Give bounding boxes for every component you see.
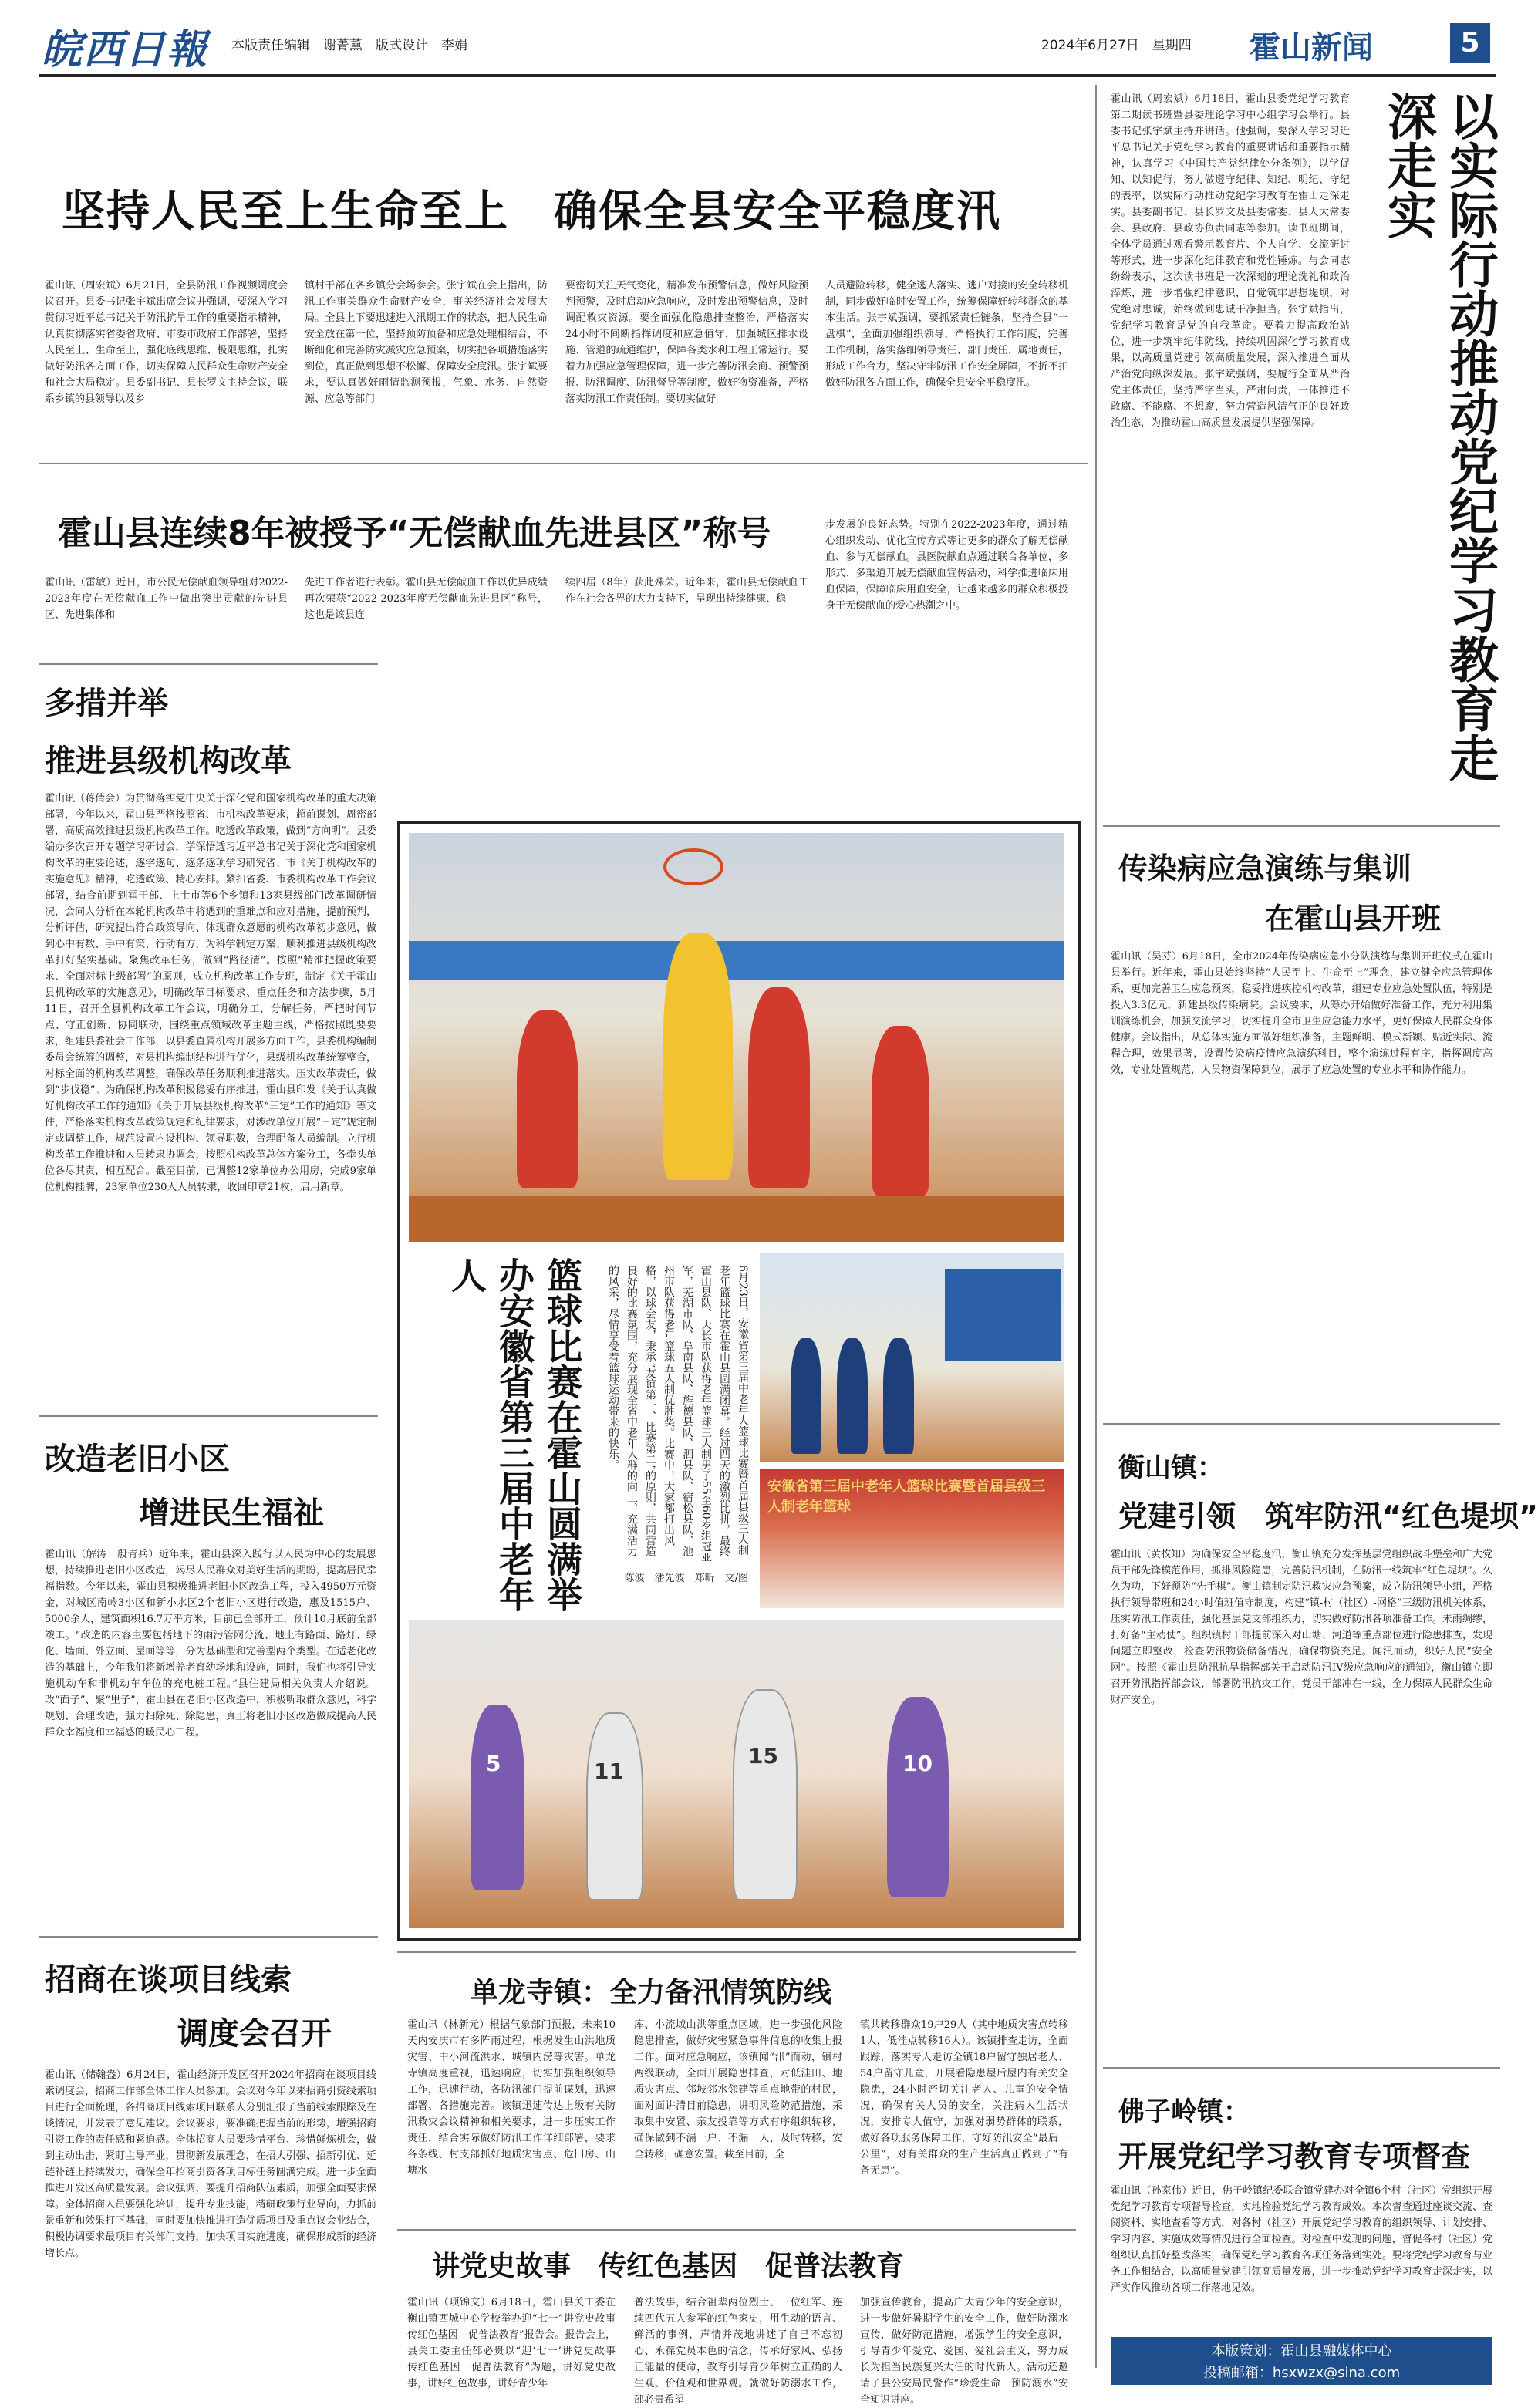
story-body: 要密切关注天气变化，精准发布预警信息，做好风险预判预警，及时启动应急响应，及时发出预警信息，及时调配救灾资源。要全面强化隐患排查整治，严格落实24小时不间断指挥调度和应急值守，加强城区排水设施、管道的疏通维护，保障各类水利工程正常运行。要着力加强应急管理保障，进一步完善防汛会商、预警预报、防汛调度、防汛督导等制度，做好物资准备，严格落实防汛工作责任制。要切实做好 bbox=[565, 280, 808, 405]
player-figure bbox=[517, 1010, 578, 1188]
story-body: 加强宣传教育，提高广大青少年的安全意识，进一步做好暑期学生的安全工作，做好防溺水宣传，做好防范措施，增强学生的安全意识，引导青少年爱党、爱国、爱社会主义，努力成长为担当民族复兴大任的时代新人。活动还邀请了县公安局民警作“珍爱生命 预防溺水”安全知识讲座。 bbox=[860, 2297, 1068, 2406]
divider bbox=[39, 463, 1088, 464]
divider bbox=[39, 1415, 378, 1417]
story-body: 霍山讯（储翰盎）6月24日，霍山经济开发区召开2024年招商在谈项目线索调度会，招商工作部全体工作人员参加。会议对今年以来招商引资线索项目进行全面梳理，各招商项目线索项目联系人分别汇报了当前线索跟踪及在谈情况，并发表了意见建议。会议要求，要准确把握当前的形势，增强招商引资工作的责任感和紧迫感。全体招商人员要珍惜平台、珍惜鲜炼机会，做到主动出击，紧盯主导产业，贯彻新发展理念，在招大引强、招新引优、延链补链上持续发力，确保全年招商引资各项目标任务圆满完成。进一步全面推进开发区高质量发展。会议强调，要提升招商队伍素质，加强全面要求保障。全体招商人员要强化培训，提升专业技能，精研政策行业导向，力抓前景重新和效果打下基础，同时要加快推进打造优质项目及重点议会业结合，积极协调要求最项目有关部门支持，加快项目实施进度，确保形成新的经济增长点。 bbox=[45, 2069, 376, 2259]
story-body: 霍山讯（周宏斌）6月18日，霍山县委党纪学习教育第二期读书班暨县委理论学习中心组学习会举行。县委书记张宇斌主持并讲话。他强调，要深入学习习近平总书记关于党纪学习教育的重要讲话和重要指示精神，认真学习《中国共产党纪律处分条例》，以学促知、以知促行，努力做遵守纪律、知纪、明纪、守纪的表率，以实际行动推动党纪学习教育在霍山走深走实。县委副书记、县长罗文及县委常委、县人大常委会、县政府、县政协负责同志等参加。读书班期间，全体学员通过观看警示教育片、个人自学、交流研讨等形式，进一步深化纪律教育和党性锤炼。与会同志纷纷表示，这次读书班是一次深刻的理论洗礼和政治淬炼，进一步增强纪律意识，自觉筑牢思想堤坝，对党绝对忠诚，始终做到忠诚干净担当。张宇斌指出，党纪学习教育是党的自我革命。要着力提高政治站位，进一步筑牢纪律防线，持续巩固深化学习教育成果，以高质量党建引领高质量发展，深入推进全面从严治党向纵深发展。张宇斌强调，要履行全面从严治党主体责任，坚持严字当头，严肃问责，一体推进不敢腐、不能腐、不想腐，努力营造风清气正的良好政治生态，为推动霍山高质量发展提供坚强保障。 bbox=[1111, 93, 1350, 429]
jersey-number: 10 bbox=[902, 1751, 933, 1776]
court-floor bbox=[409, 1196, 1064, 1242]
player-figure bbox=[663, 933, 733, 1180]
jersey-number: 11 bbox=[594, 1759, 624, 1784]
footer-email: 投稿邮箱：hsxwzx@sina.com bbox=[1202, 2365, 1401, 2381]
story-body: 霍山讯（雷敏）近日，市公民无偿献血领导组对2022-2023年度在无偿献血工作中做出突出贡献的先进县区、先进集体和 bbox=[45, 577, 288, 621]
story-body: 人员避险转移，健全逃人落实、逃户对接的安全转移机制，同步做好临时安置工作，统筹保障好转移群众的基本生活。张宇斌强调，要抓紧责任链条，坚持全县“一盘棋”，全面加强组织领导，严格执行工作制度，完善工作机制，落实落细领导责任、部门责任、属地责任，形成工作合力，坚决守牢防汛工作安全屏障，不折不扣做好防汛各方面工作，确保全县安全平稳度汛。 bbox=[825, 280, 1068, 389]
story-headline: 多措并举 bbox=[45, 686, 168, 721]
story-headline: 单龙寺镇：全力备汛情筑防线 bbox=[471, 1977, 832, 2008]
story-body: 霍山讯（解涛 殷青兵）近年来，霍山县深入践行以人民为中心的发展思想，持续推进老旧小区改造，竭尽人民群众对美好生活的期盼，提高居民幸福指数。今年以来，霍山县积极推进老旧小区改造工程，投入4950万元资金，对城区南岭3小区和新小水区2个老旧小区进行改造，惠及1515户、5000余人，建筑面积16.7万平方米，目前已全部开工，预计10月底前全部竣工。“改造的内容主要包括地下的雨污管网分流、地上有路面、路灯、绿化、墙面、外立面、屋面等等，分为基础型和完善型两个类型。在适老化改造的基础上，今年我们将新增养老育幼场地和设施，同时，我们也将引导实施机动车和非机动车车位的充电桩工程。”县住建局相关负责人介绍说。改“面子”、聚“里子”，霍山县在老旧小区改造中，积极听取群众意见，科学规划、合理改造，强力扫除死、除隐患，真正将老旧小区改造做成提高人民群众幸福度和幸福感的暖民心工程。 bbox=[45, 1549, 376, 1739]
basketball-hoop-icon bbox=[663, 848, 723, 885]
player-figure bbox=[733, 1689, 798, 1900]
story-body: 库、小流域山洪等重点区域，进一步强化风险隐患排查，做好灾害紧急事件信息的收集上报工作。面对应急响应，该镇闻“汛”而动，镇村两级联动，全面开展隐患排查，对低洼田、地质灾害点、邻坡邻水邻建等重点地带的村民，面对面讲清目前隐患，讲明风险防范措施，采取集中安置、亲友投靠等方式有序组织转移，确保做到不漏一户、不漏一人，及时转移，安全转移，确意安置。截至目前，全 bbox=[634, 2019, 842, 2160]
footer-planning: 本版策划：霍山县融媒体中心 bbox=[1211, 2343, 1392, 2359]
story-body: 霍山讯（周宏斌）6月21日，全县防汛工作视频调度会议召开。县委书记张宇斌出席会议并强调，要深入学习贯彻习近平总书记关于防汛抗旱工作的重要指示精神，认真贯彻落实省委省政府、市委市政府工作部署，坚持人民至上、生命至上，强化底线思维、极限思维，扎实做好防汛各方面工作，切实保障人民群众生命财产安全和社会大局稳定。县委副书记、县长罗文主持会议，联系乡镇的县领导以及乡 bbox=[45, 280, 288, 405]
story-body: 霍山讯（蒋倩会）为贯彻落实党中央关于深化党和国家机构改革的重大决策部署，今年以来，霍山县严格按照省、市机构改革要求，超前谋划、周密部署，高质高效推进县级机构改革工作。吃透改革政策，做到“方向明”。县委编办多次召开专题学习研讨会，学深悟透习近平总书记关于深化党和国家机构改革的重要论述，逐字逐句、逐条逐项学习研究省、市《关于机构改革的实施意见》精神，吃透政策、精心安排。紧扣省委、市委机构改革工作会议部署，结合前期到霍干部、上士市等6个乡镇和13家县级部门改革调研情况，会同人分析在本轮机构改革中将遇到的重难点和应对措施，提前预判，分析评估，研究提出符合政策导向、体现群众意愿的机构改革初步意见，做到心中有数、手中有策、行动有方，为科学制定方案、顺利推进县级机构改革打好坚实基础。聚焦改革任务，做到“路径清”。按照“精准把握政策要求、全面对标上级部署”的原则，成立机构改革工作专班，制定《关于霍山县机构改革的实施意见》，明确改革目标要求、重点任务和方法步骤，5月11日，召开全县机构改革工作会议，明确分工，分解任务，严把时间节点、守正创新、协同联动，围绕重点领域改革主题主线，严格按照既要要求，组建县委社会工作部，以县委直属机构开展多方面工作，县委机构编制委员会统筹的调整，对县机构编制结构进行优化，县级机构改革统筹整合，对标全面的机构改革调整，确保改革任务顺利推进落实。压实改革责任，做到“步伐稳”。为确保机构改革积极稳妥有序推进，霍山县印发《关于认真做好机构改革工作的通知》《关于开展县级机构改革“三定”工作的通知》等文件，严格落实机构改革政策规定和纪律要求，对涉改单位开展“三定”规定制定或调整工作，规范设置内设机构、领导职数，合理配备人员编制。立行机构改革工作推进和人员转隶协调会，按照机构改革总体方案分工，各牵头单位各尽其责，相互配合。截至目前，已调整12家单位办公用房，完成9家单位机构挂牌，23家单位230人人员转隶，收回印章21枚，启用新章。 bbox=[45, 793, 376, 1193]
jersey-number: 5 bbox=[486, 1751, 501, 1776]
feature-headline: 篮球比赛在霍山圆满举办安徽省第三届中老年人 bbox=[446, 1257, 583, 1612]
divider bbox=[397, 2229, 1076, 2231]
story-body: 先进工作者进行表彰。霍山县无偿献血工作以优异成绩再次荣获“2022-2023年度无偿献血先进县区”称号，这也是该县连 bbox=[305, 577, 548, 621]
team-member bbox=[883, 1338, 914, 1454]
basketball-action-photo bbox=[409, 1620, 1064, 1928]
column-divider bbox=[1095, 85, 1097, 2368]
issue-date: 2024年6月27日 星期四 bbox=[1041, 38, 1192, 53]
jersey-number: 15 bbox=[748, 1743, 778, 1769]
story-body: 续四届（8年）获此殊荣。近年来，霍山县无偿献血工作在社会各界的大力支持下，呈现出持续健康、稳 bbox=[565, 577, 808, 605]
story-headline: 传染病应急演练与集训 bbox=[1118, 852, 1412, 885]
photo-credit: 陈波 潘先波 郑昕 文/图 bbox=[624, 1573, 748, 1584]
divider bbox=[1103, 825, 1500, 827]
story-headline: 增进民生福祉 bbox=[139, 1496, 324, 1531]
story-headline: 坚持人民至上生命至上 确保全县安全平稳度汛 bbox=[62, 187, 1001, 237]
story-body: 霍山讯（项锦文）6月18日，霍山县关工委在衡山镇西城中心学校举办迎“七一”讲党史故事 传红色基因 促普法教育”报告会。报告会上，县关工委主任邵必贵以“迎‘七一’讲党史故事 传红色基因 促普法教育”为题，讲好党史故事，讲好红色故事，讲好青少年 bbox=[407, 2297, 626, 2389]
story-headline: 调度会召开 bbox=[177, 2016, 332, 2052]
story-headline: 霍山县连续8年被授予“无偿献血先进县区”称号 bbox=[58, 514, 771, 553]
story-body: 普法故事，结合祖辈两位烈士、三位红军、连续四代五人参军的红色家史，用生动的语言、鲜活的事例，声情并茂地讲述了自己不忘初心、永葆党员本色的信念，传承好家风、弘扬正能量的使命，教育引导青少年树立正确的人生观、价值观和世界观。就做好防溺水工作，邵必贵希望 bbox=[634, 2297, 842, 2406]
masthead-rule bbox=[39, 74, 1496, 77]
newspaper-logo: 皖西日報 bbox=[42, 26, 209, 73]
basketball-game-photo bbox=[409, 833, 1064, 1242]
stage-backdrop bbox=[945, 1269, 1061, 1361]
story-body: 霍山讯（吴芬）6月18日，全市2024年传染病应急小分队演练与集训开班仪式在霍山县举行。近年来，霍山县始终坚持“人民至上、生命至上”理念，建立健全应急管理体系，更加完善卫生应急预案，稳妥推进疾控机构改革，组建专业应急处置队伍，特别是投入3.3亿元，新建县级传染病院。会议要求，从筹办开始做好准备工作，充分利用集训演练机会，加强交流学习，切实提升全市卫生应急能力水平，更好保障人民群众身体健康。会议指出，从总体实施方面做好组织准备，主题鲜明、模式新颖、贴近实际、流程合理，效果显著，设置传染病疫情应急演练科目，整个演练过程有序，指挥调度高效，专业处置规范，人员物资保障到位，展示了应急处置的专业水平和协作能力。 bbox=[1111, 951, 1492, 1076]
story-headline: 党建引领 筑牢防汛“红色堤坝” bbox=[1118, 1499, 1538, 1533]
divider bbox=[1103, 2067, 1500, 2069]
section-name: 霍山新闻 bbox=[1250, 30, 1373, 66]
divider bbox=[39, 1936, 378, 1938]
team-member bbox=[791, 1338, 821, 1454]
player-figure bbox=[748, 987, 810, 1188]
story-kicker: 佛子岭镇： bbox=[1118, 2096, 1250, 2127]
story-headline: 在霍山县开班 bbox=[1265, 902, 1442, 936]
team-member bbox=[837, 1338, 868, 1454]
story-body: 霍山讯（黄牧知）为确保安全平稳度汛，衡山镇充分发挥基层党组织战斗堡垒和广大党员干部先锋模范作用，抓排风险隐患，完善防汛机制，在防汛一线筑牢“红色堤坝”。久久为功，下好预防“先手棋”。衡山镇制定防汛救灾应急预案，成立防汛领导小组，严格执行领导带班和24小时值班值守制度，构建“镇-村（社区）-网格”三级防汛机关体系，压实防汛工作责任，强化基层党支部组织力，切实做好防汛各项准备工作。未雨绸缪，打好备“主动仗”。组织镇村干部提前深入对山塘、河道等重点部位进行隐患排查，发现问题立即整改，检查防汛物资储备情况，确保物资充足。闻汛而动，织好人民“安全网”。按照《霍山县防汛抗旱指挥部关于启动防汛IV级应急响应的通知》，衡山镇立即召开防汛指挥部会议，部署防汛抗灾工作，党员干部冲在一线，全力保障人民群众生命财产安全。 bbox=[1111, 1549, 1492, 1706]
divider bbox=[397, 1951, 1076, 1953]
story-body: 步发展的良好态势。特别在2022-2023年度，通过精心组织发动、优化宣传方式等让更多的群众了解无偿献血、参与无偿献血。县医院献血点通过联合各单位，多形式、多渠道开展无偿献血宣传活动，科学推进临床用血保障，保障临床用血安全，让越来越多的群众积极投身于无偿献血的爱心热潮之中。 bbox=[825, 519, 1068, 612]
story-body: 霍山讯（孙家伟）近日，佛子岭镇纪委联合镇党建办对全镇6个村（社区）党组织开展党纪学习教育专项督导检查，实地检验党纪学习教育成效。本次督查通过座谈交流、查阅资料、实地查看等方式，对各村（社区）开展党纪学习教育的组织领导、计划安排、学习内容、实施成效等情况进行全面检查。对检查中发现的问题，督促各村（社区）党组织认真抓好整改落实，确保党纪学习教育各项任务落到实处。要将党纪学习教育与业务工作相结合，以高质量党建引领高质量发展，进一步推动党纪学习教育走深走实，以严实作风推动各项工作落地见效。 bbox=[1111, 2185, 1492, 2294]
story-body: 镇村干部在各乡镇分会场参会。张宇斌在会上指出，防汛工作事关群众生命财产安全，事关经济社会发展大局。全县上下要迅速进入汛期工作的状态，把人民生命安全放在第一位，坚持预防预备和应急处理相结合，不断细化和完善防灾减灾应急预案，切实把各项措施落实到位，真正做到思想不松懈、保障安全度汛。张宇斌要求，要认真做好雨情监测预报，气象、水务、自然资源、应急等部门 bbox=[305, 280, 548, 405]
story-body: 镇共转移群众19户29人（其中地质灾害点转移1人，低洼点转移16人）。该镇排查走访，全面跟踪，落实专人走访全镇18户留守独居老人、54户留守儿童，开展看隐患屋后屋内有关安全隐患，24小时密切关注老人、儿童的安全情况，确保有关人员的安全，关注病人生活状况，安排专人值守，加强对弱势群体的联系，做好各项服务保障工作，守好防汛安全“最后一公里”，对有关群众的生产生活真正做到了“有备无患”。 bbox=[860, 2019, 1068, 2177]
story-headline: 开展党纪学习教育专项督查 bbox=[1118, 2140, 1471, 2174]
ceremony-photo bbox=[760, 1253, 1064, 1462]
vertical-headline: 以实际行动推动党纪学习教育走深走实 bbox=[1379, 91, 1498, 782]
story-headline: 推进县级机构改革 bbox=[45, 744, 292, 779]
page-editors: 本版责任编辑 谢菁薰 版式设计 李娟 bbox=[231, 38, 467, 53]
page-number: 5 bbox=[1450, 23, 1490, 63]
player-figure bbox=[586, 1712, 643, 1900]
court-banner bbox=[409, 941, 1064, 980]
banner-text: 安徽省第三届中老年人篮球比赛暨首届县级三人制老年篮球 bbox=[767, 1479, 1045, 1515]
divider bbox=[1103, 1423, 1500, 1425]
player-figure bbox=[872, 1026, 929, 1196]
feature-body: 6月23日，安徽省第三届中老年人篮球比赛暨首届县级三人制老年篮球比赛在霍山县圆满闭幕。经过四天的激烈比拼，最终霍山县队、天长市队获得老年篮球三人制男子55至60岁组冠亚军，芜湖市队、阜南县队、旌德县队、泗县队、宿松县队、池州市队获得老年篮球五人制优胜奖。比赛中，大家都打出风格，以球会友，秉承“友谊第一、比赛第二”的原则，共同营造良好的比赛氛围，充分展现全省中老年人群的向上、充满活力的风采，尽情享受着篮球运动带来的快乐。 bbox=[607, 1265, 749, 1563]
story-headline: 讲党史故事 传红色基因 促普法教育 bbox=[432, 2251, 905, 2282]
story-body: 霍山讯（林新元）根据气象部门预报，未来10天内安庆市有多阵雨过程，根据发生山洪地质灾害、中小河流洪水、城镇内涝等灾害。单龙寺镇高度重视，迅速响应，切实加强组织领导工作，迅速行动，各防汛部门提前谋划，迅速部署、各措施完善。该镇迅速传达上级有关防汛救灾会议精神和相关要求，进一步压实工作责任，结合实际做好防汛工作详细部署，要求各条线、村支部抓好地质灾害点、危旧房、山塘水 bbox=[407, 2019, 616, 2177]
story-kicker: 衡山镇： bbox=[1118, 1452, 1223, 1483]
player-figure bbox=[887, 1697, 949, 1897]
story-headline: 改造老旧小区 bbox=[45, 1442, 230, 1477]
divider bbox=[39, 663, 378, 665]
story-headline: 招商在谈项目线索 bbox=[45, 1962, 292, 1998]
award-photo bbox=[760, 1469, 1064, 1608]
player-figure bbox=[471, 1705, 524, 1890]
